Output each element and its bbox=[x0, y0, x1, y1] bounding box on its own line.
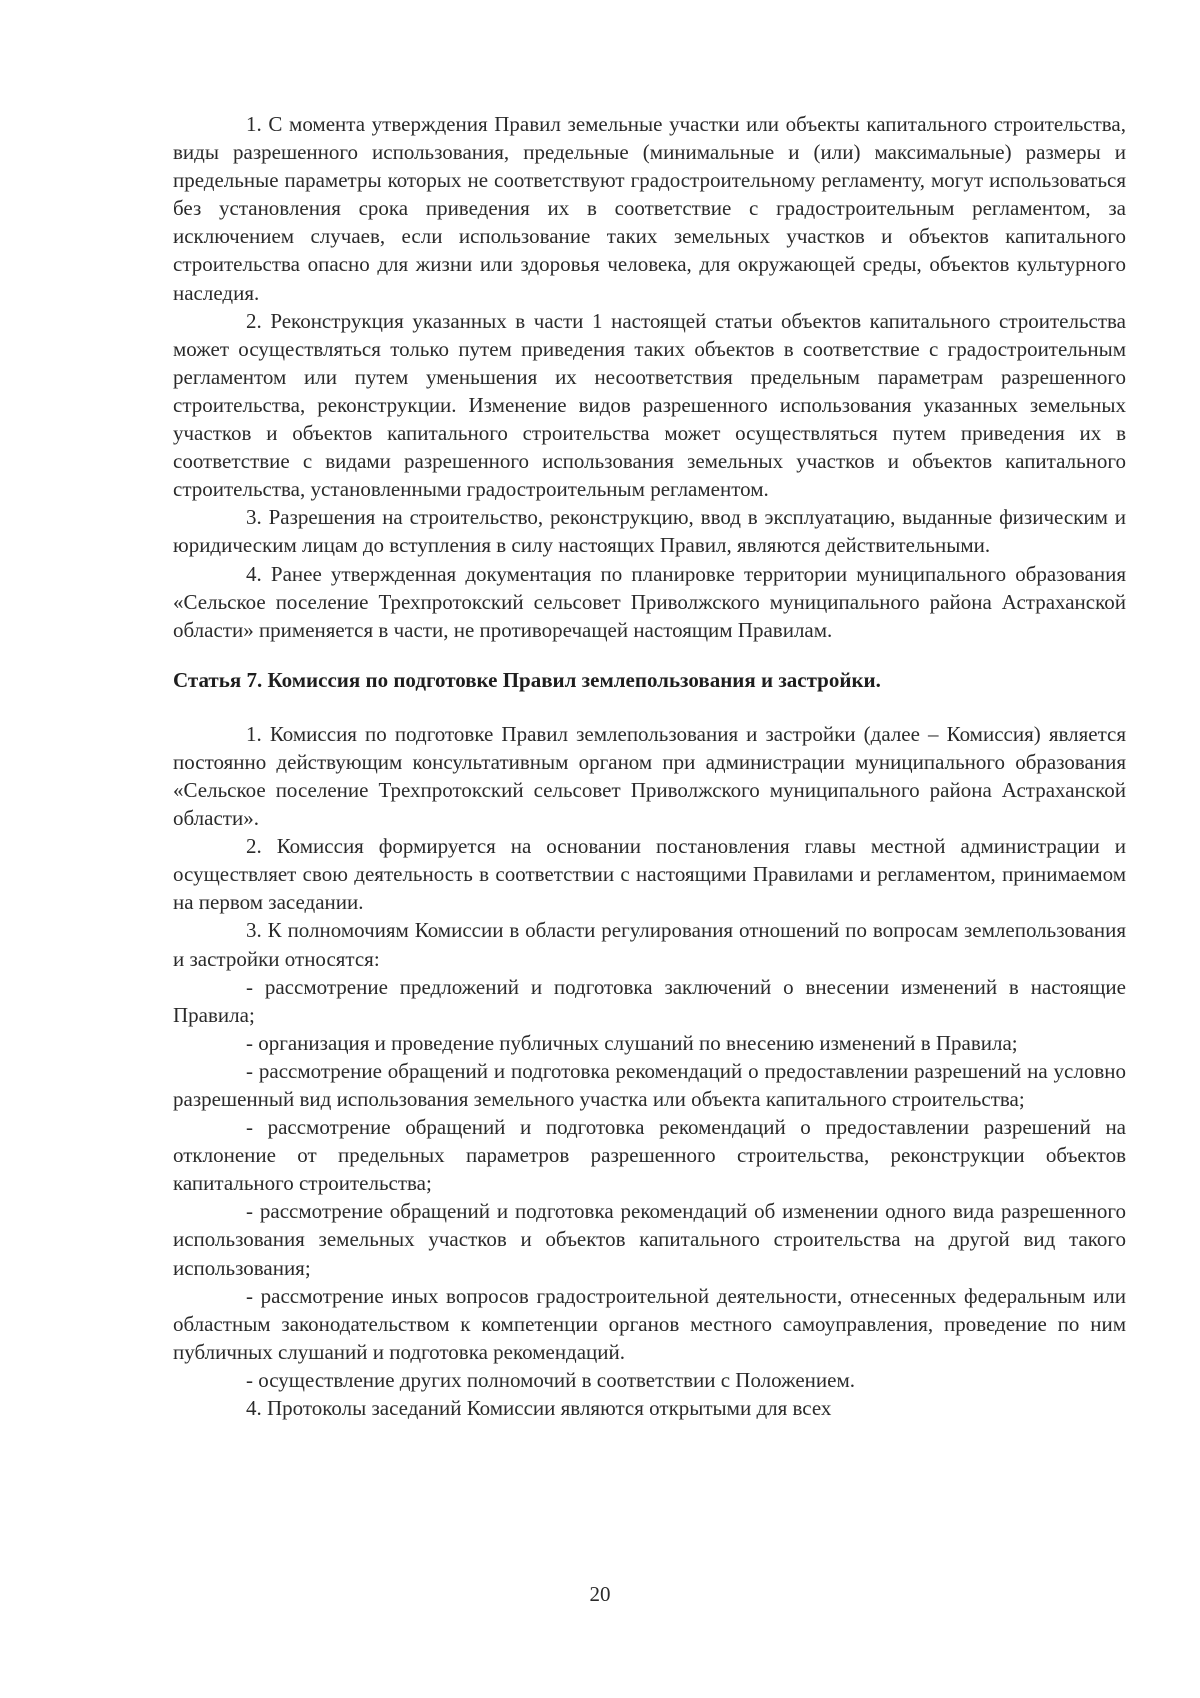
article-7-list-item: - организация и проведение публичных слушаний по внесению изменений в Правила; bbox=[246, 1030, 1018, 1055]
article-7-list-item: - рассмотрение иных вопросов градостроительной деятельности, отнесенных федеральным или областным законодательством к компетенции органов местного самоуправления, проведение по ним публичных слушаний и подготовка рекомендаций. bbox=[173, 1283, 1126, 1364]
paragraph-2: 2. Реконструкция указанных в части 1 настоящей статьи объектов капитального строительства может осуществляться только путем приведения таких объектов в соответствие с градостроительным регламентом или путем уменьшения их несоответствия предельным параметрам разрешенного строительства, реконструкции. Изменение видов разрешенного использования указанных земельных участков и объектов капитального строительства может осуществляться путем приведения их в соответствие с видами разрешенного использования земельных участков и объектов капитального строительства, установленными градостроительным регламентом. bbox=[173, 308, 1126, 502]
article-7-paragraph-4: 4. Протоколы заседаний Комиссии являются открытыми для всех bbox=[246, 1396, 832, 1421]
article-7-list-item: - осуществление других полномочий в соответствии с Положением. bbox=[246, 1367, 856, 1392]
article-7-list-item: - рассмотрение обращений и подготовка рекомендаций об изменении одного вида разрешенного использования земельных участков и объектов капитального строительства на другой вид такого использования; bbox=[173, 1199, 1126, 1280]
article-7-heading: Статья 7. Комиссия по подготовке Правил землепользования и застройки. bbox=[173, 667, 881, 692]
article-7-list-item: - рассмотрение предложений и подготовка заключений о внесении изменений в настоящие Правила; bbox=[173, 974, 1126, 1027]
article-7-paragraph-3: 3. К полномочиям Комиссии в области регулирования отношений по вопросам землепользования и застройки относятся: bbox=[173, 918, 1126, 971]
article-7-list-item: - рассмотрение обращений и подготовка рекомендаций о предоставлении разрешений на отклонение от предельных параметров разрешенного строительства, реконструкции объектов капитального строительства; bbox=[173, 1115, 1126, 1196]
page-content bbox=[173, 110, 1126, 1422]
paragraph-4: 4. Ранее утвержденная документация по планировке территории муниципального образования «Сельское поселение Трехпротокский сельсовет Приволжского муниципального района Астраханской области» применяется в части, не противоречащей настоящим Правилам. bbox=[173, 561, 1126, 642]
page-number: 20 bbox=[589, 1582, 611, 1606]
article-7-list-item: - рассмотрение обращений и подготовка рекомендаций о предоставлении разрешений на условно разрешенный вид использования земельного участка или объекта капитального строительства; bbox=[173, 1058, 1126, 1111]
article-7-paragraph-1: 1. Комиссия по подготовке Правил землепользования и застройки (далее – Комиссия) является постоянно действующим консультативным органом при администрации муниципального образования «Сельское поселение Трехпротокский сельсовет Приволжского муниципального района Астраханской области». bbox=[173, 721, 1126, 831]
paragraph-1: 1. С момента утверждения Правил земельные участки или объекты капитального строительства, виды разрешенного использования, предельные (минимальные и (или) максимальные) размеры и предельные параметры которых не соответствуют градостроительному регламенту, могут использоваться без установления срока приведения их в соответствие с градостроительным регламентом, за исключением случаев, если использование таких земельных участков и объектов капитального строительства опасно для жизни или здоровья человека, для окружающей среды, объектов культурного наследия. bbox=[173, 112, 1126, 305]
paragraph-3: 3. Разрешения на строительство, реконструкцию, ввод в эксплуатацию, выданные физическим и юридическим лицам до вступления в силу настоящих Правил, являются действительными. bbox=[173, 505, 1126, 558]
article-7-paragraph-2: 2. Комиссия формируется на основании постановления главы местной администрации и осуществляет свою деятельность в соответствии с настоящими Правилами и регламентом, принимаемом на первом заседании. bbox=[173, 834, 1126, 915]
